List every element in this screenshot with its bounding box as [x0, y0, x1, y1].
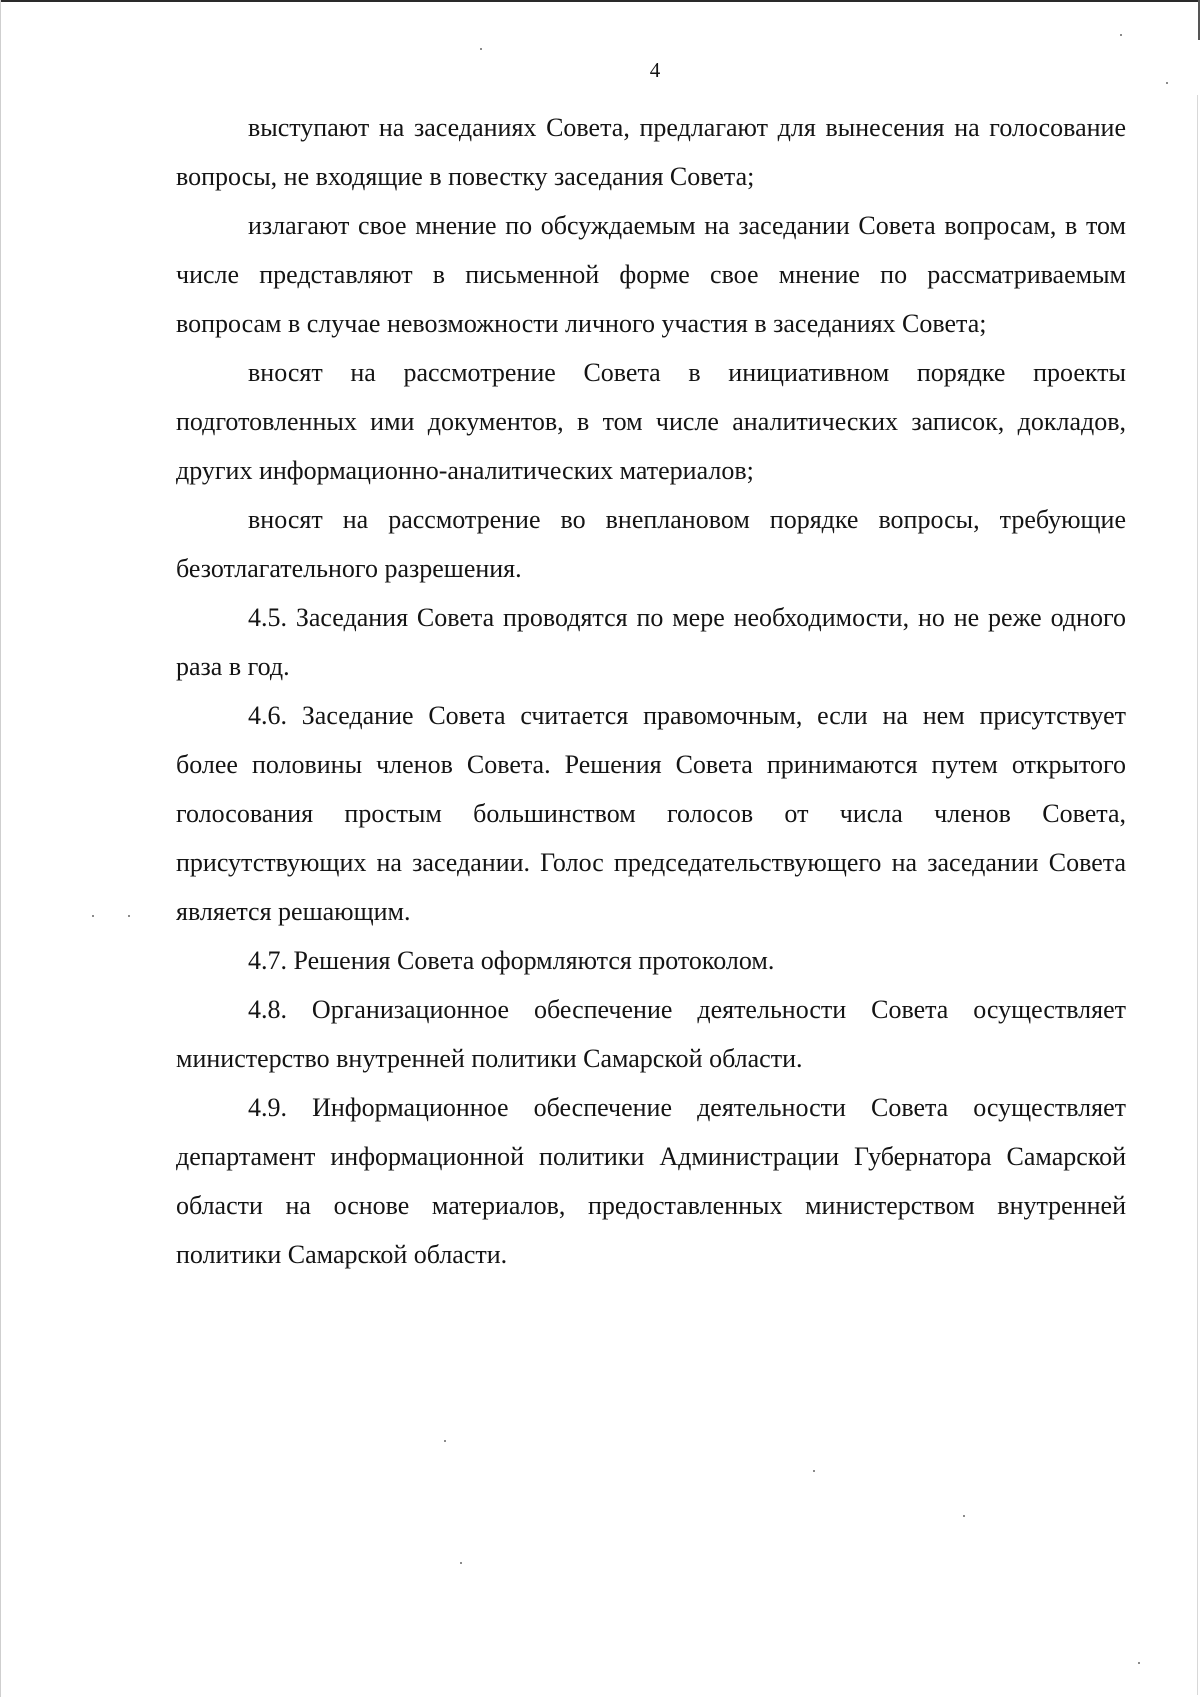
paragraph: 4.6. Заседание Совета считается правомочным, если на нем присутствует более половины членов Совета. Решения Совета принимаются путем открытого голосования простым большинством голосов от числа членов Совета, присутствующих на заседании. Голос председательствующего на заседании Совета является решающим.	[176, 701, 1126, 926]
paragraph: 4.8. Организационное обеспечение деятельности Совета осуществляет министерство внутренней политики Самарской области.	[176, 995, 1126, 1073]
page-number: 4	[649, 58, 661, 82]
paragraph: излагают свое мнение по обсуждаемым на заседании Совета вопросам, в том числе представляют в письменной форме свое мнение по рассматриваемым вопросам в случае невозможности личного участия в заседаниях Совета;	[176, 211, 1126, 338]
scan-speck	[480, 48, 482, 50]
paragraph: 4.7. Решения Совета оформляются протоколом.	[248, 946, 775, 975]
scan-speck	[460, 1562, 462, 1564]
paragraph: вносят на рассмотрение Совета в инициативном порядке проекты подготовленных ими документов, в том числе аналитических записок, докладов, других информационно-аналитических материалов;	[176, 358, 1126, 485]
paragraph: 4.9. Информационное обеспечение деятельности Совета осуществляет департамент информационной политики Администрации Губернатора Самарской области на основе материалов, предоставленных министерством внутренней политики Самарской области.	[176, 1093, 1126, 1269]
scan-speck	[1138, 1662, 1140, 1664]
scan-speck	[813, 1470, 815, 1472]
scan-edge-top	[0, 0, 1200, 2]
paragraph: 4.5. Заседания Совета проводятся по мере необходимости, но не реже одного раза в год.	[176, 603, 1126, 681]
paragraph: выступают на заседаниях Совета, предлагают для вынесения на голосование вопросы, не входящие в повестку заседания Совета;	[176, 113, 1126, 191]
scan-speck	[128, 915, 130, 917]
paragraph: вносят на рассмотрение во внеплановом порядке вопросы, требующие безотлагательного разрешения.	[176, 505, 1126, 583]
scan-speck	[963, 1515, 965, 1517]
document-body	[176, 103, 1126, 1279]
scan-speck	[444, 1440, 446, 1442]
scan-edge-left	[0, 0, 1, 1697]
scan-edge-right-long	[1197, 95, 1198, 1695]
scan-speck	[92, 915, 94, 917]
scan-speck	[1120, 34, 1122, 36]
